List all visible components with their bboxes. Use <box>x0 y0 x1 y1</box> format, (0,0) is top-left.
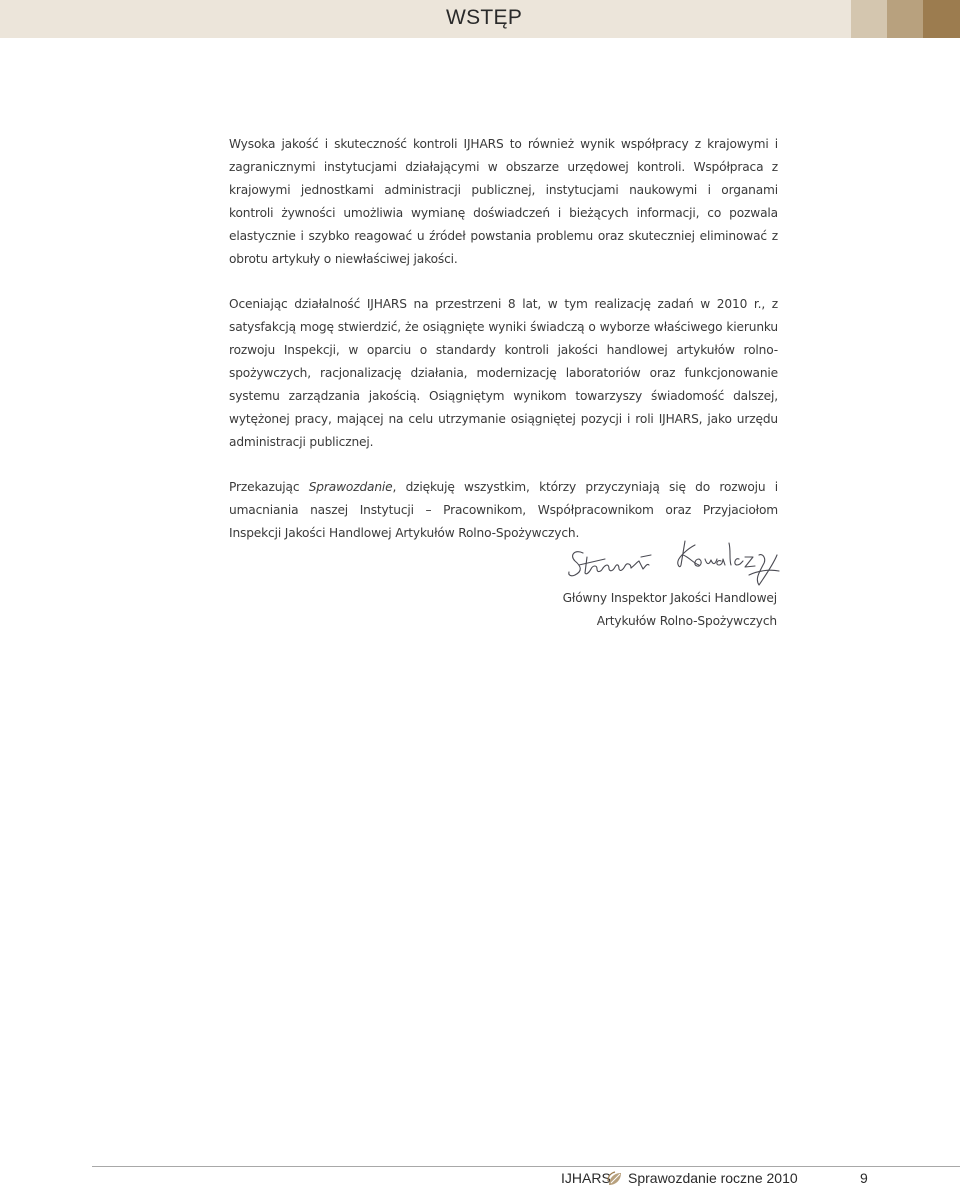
header-color-swatch-dark <box>923 0 960 38</box>
signatory-title-line-1: Główny Inspektor Jakości Handlowej <box>562 591 777 605</box>
paragraph-3-lead: Przekazując <box>229 480 309 494</box>
footer-report-title: Sprawozdanie roczne 2010 <box>628 1170 798 1186</box>
header-color-swatch-light <box>851 0 887 38</box>
signatory-title <box>520 587 777 633</box>
body-text <box>229 133 778 567</box>
paragraph-2: Oceniając działalność IJHARS na przestrzeni 8 lat, w tym realizację zadań w 2010 r., z satysfakcją mogę stwierdzić, że osiągnięte wyniki świadczą o wyborze właściwego kierunku rozwoju Inspekcji, w oparciu o standardy kontroli jakości handlowej artykułów rolno-spożywczych, racjonalizację działania, modernizację laboratoriów oraz funkcjonowanie systemu zarządzania jakością. Osiągniętym wynikom towarzyszy świadomość dalszej, wytężonej pracy, mającej na celu utrzymanie osiągniętej pozycji i roli IJHARS, jako urzędu administracji publicznej. <box>229 297 778 449</box>
page-number: 9 <box>860 1170 868 1186</box>
report-title-emphasis: Sprawozdanie <box>308 480 393 494</box>
signatory-title-line-2: Artykułów Rolno-Spożywczych <box>596 614 777 628</box>
paragraph-1: Wysoka jakość i skuteczność kontroli IJHARS to również wynik współpracy z krajowymi i zagranicznymi instytucjami działającymi w obszarze urzędowej kontroli. Współpraca z krajowymi jednostkami administracji publicznej, instytucjami naukowymi i organami kontroli żywności umożliwia wymianę doświadczeń i bieżących informacji, co pozwala elastycznie i szybko reagować u źródeł powstania problemu oraz skuteczniej eliminować z obrotu artykuły o niewłaściwej jakości. <box>229 137 778 266</box>
footer-divider <box>92 1166 960 1167</box>
handwritten-signature <box>565 535 785 590</box>
header-color-swatch-medium <box>887 0 923 38</box>
paragraph-3-rest: , dziękuję wszystkim, którzy przyczyniają się do rozwoju i umacniania naszej Instytucji – Pracownikom, Współpracownikom oraz Przyjaciołom Inspekcji Jakości Handlowej Artykułów Rolno-Spożywczych. <box>229 480 778 540</box>
ijhars-logo-icon <box>606 1170 624 1188</box>
footer-brand: IJHARS <box>561 1170 611 1186</box>
section-title: WSTĘP <box>446 6 523 29</box>
page-header <box>0 0 960 38</box>
